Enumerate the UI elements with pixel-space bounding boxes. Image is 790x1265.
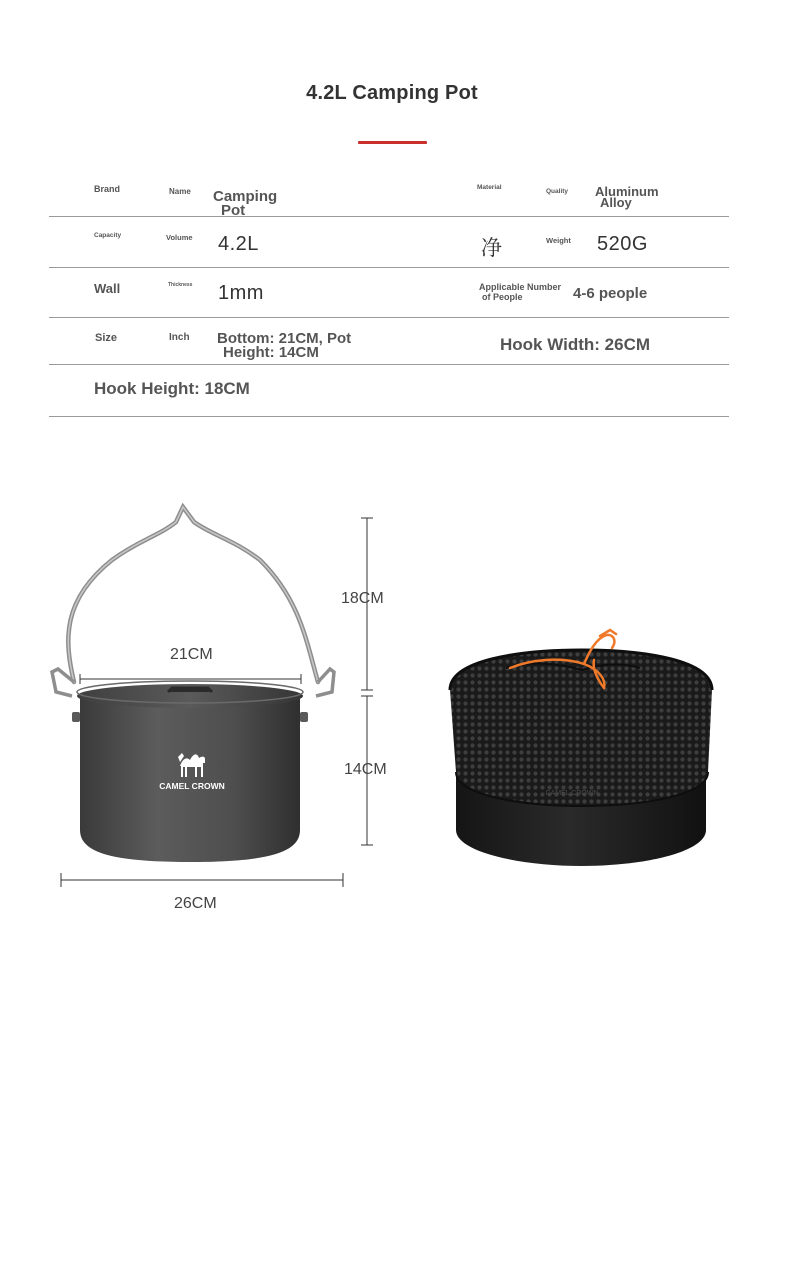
size-value-line2: Height: 14CM bbox=[223, 344, 319, 361]
people-label-line2: of People bbox=[482, 292, 523, 302]
pot-handle bbox=[52, 507, 334, 696]
name-value-line2: Pot bbox=[221, 202, 246, 219]
volume-label: Volume bbox=[166, 233, 193, 242]
bag-print-text: CAMEL CROWN bbox=[545, 790, 599, 797]
name-label: Name bbox=[169, 187, 191, 196]
people-label-line1: Applicable Number bbox=[479, 282, 562, 292]
pot-body bbox=[72, 681, 308, 862]
brand-logo-text: CAMEL CROWN bbox=[159, 781, 225, 791]
quality-label: Quality bbox=[546, 188, 569, 195]
handle-height-label: 18CM bbox=[341, 590, 384, 607]
hook-width: Hook Width: 26CM bbox=[500, 335, 651, 354]
size-label: Size bbox=[95, 332, 118, 344]
storage-bag bbox=[450, 650, 712, 866]
brand-label: Brand bbox=[94, 184, 121, 194]
page-title: 4.2L Camping Pot bbox=[306, 82, 478, 104]
net-character: 净 bbox=[481, 237, 502, 260]
material-label: Material bbox=[477, 184, 502, 191]
thickness-label: Thickness bbox=[168, 282, 193, 288]
quality-value-line2: Alloy bbox=[600, 195, 632, 210]
hook-height: Hook Height: 18CM bbox=[94, 379, 250, 398]
full-width-label: 26CM bbox=[174, 895, 217, 912]
inch-label: Inch bbox=[169, 332, 190, 343]
weight-label: Weight bbox=[546, 236, 571, 245]
quality-value-line1: Aluminum bbox=[595, 184, 659, 199]
weight-value: 520G bbox=[597, 233, 648, 255]
pot-height-label: 14CM bbox=[344, 761, 387, 778]
thickness-value: 1mm bbox=[218, 282, 264, 304]
name-value-line1: Camping bbox=[213, 188, 278, 205]
people-value: 4-6 people bbox=[573, 285, 648, 302]
top-width-label: 21CM bbox=[170, 646, 213, 663]
wall-label: Wall bbox=[94, 281, 121, 296]
capacity-label: Capacity bbox=[94, 232, 122, 239]
size-value-line1: Bottom: 21CM, Pot bbox=[217, 330, 352, 347]
volume-value: 4.2L bbox=[218, 233, 259, 255]
